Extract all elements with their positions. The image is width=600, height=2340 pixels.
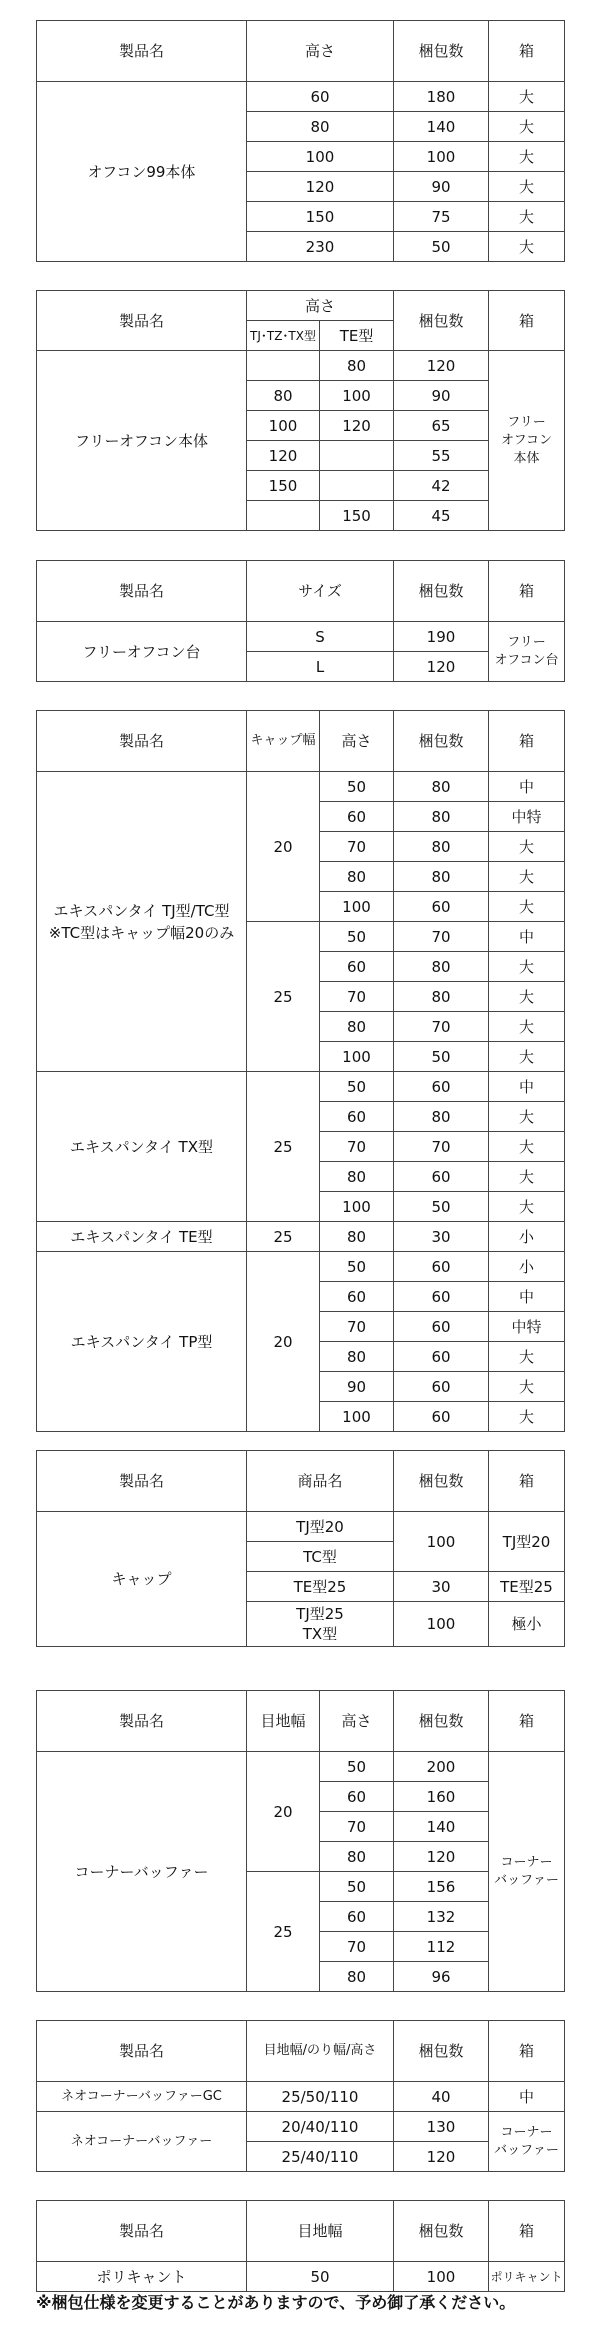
pack-count-cell: 80: [394, 802, 489, 832]
height-cell: 100: [320, 892, 394, 922]
cap-width-cell: 20: [247, 772, 320, 922]
header-product-name: 製品名: [37, 561, 247, 622]
box-cell: 極小: [489, 1602, 565, 1647]
pack-count-cell: 60: [394, 892, 489, 922]
height-te-cell: 150: [320, 501, 394, 531]
height-cell: 60: [320, 1282, 394, 1312]
height-tj-tz-tx-cell: 120: [247, 441, 320, 471]
product-name-cell: フリーオフコン台: [37, 622, 247, 682]
header-height: 高さ: [247, 291, 394, 321]
height-tj-tz-tx-cell: 150: [247, 471, 320, 501]
pack-count-cell: 50: [394, 232, 489, 262]
header-row: [37, 2201, 565, 2262]
height-cell: 50: [320, 772, 394, 802]
box-cell: 大: [489, 1102, 565, 1132]
header-pack-count: 梱包数: [394, 1451, 489, 1512]
box-cell: コーナー バッファー: [489, 1752, 565, 1992]
box-cell: フリー オフコン 本体: [489, 351, 565, 531]
box-cell: 大: [489, 832, 565, 862]
header-product-name: 製品名: [37, 2021, 247, 2082]
spec-cell: 25/50/110: [247, 2082, 394, 2112]
header-product-name: 製品名: [37, 21, 247, 82]
pack-count-cell: 180: [394, 82, 489, 112]
product-name-cell: エキスパンタイ TE型: [37, 1222, 247, 1252]
box-cell: コーナー バッファー: [489, 2112, 565, 2172]
joint-width-cell: 25: [247, 1872, 320, 1992]
header-product-name: 製品名: [37, 1691, 247, 1752]
header-product-name: 製品名: [37, 2201, 247, 2262]
table-row: [37, 351, 565, 381]
box-cell: 大: [489, 232, 565, 262]
pack-count-cell: 120: [394, 351, 489, 381]
box-cell: 大: [489, 112, 565, 142]
header-row: [37, 1691, 565, 1752]
header-item-name: 商品名: [247, 1451, 394, 1512]
pack-count-cell: 156: [394, 1872, 489, 1902]
box-cell: 大: [489, 892, 565, 922]
pack-count-cell: 120: [394, 652, 489, 682]
pack-count-cell: 100: [394, 142, 489, 172]
box-cell: TJ型20: [489, 1512, 565, 1572]
height-cell: 80: [320, 862, 394, 892]
header-spec: 目地幅/のり幅/高さ: [247, 2021, 394, 2082]
height-cell: 70: [320, 832, 394, 862]
product-name-cell: フリーオフコン本体: [37, 351, 247, 531]
table-row: [37, 772, 565, 802]
pack-count-cell: 130: [394, 2112, 489, 2142]
pack-count-cell: 80: [394, 862, 489, 892]
table-free-offcon-stand: [36, 560, 565, 682]
height-cell: 50: [320, 1872, 394, 1902]
box-cell: 中特: [489, 802, 565, 832]
height-cell: 70: [320, 1932, 394, 1962]
table-free-offcon: [36, 290, 565, 531]
table-corner-buffer: [36, 1690, 565, 1992]
height-cell: 70: [320, 1312, 394, 1342]
header-pack-count: 梱包数: [394, 1691, 489, 1752]
joint-width-cell: 50: [247, 2262, 394, 2292]
size-cell: S: [247, 622, 394, 652]
height-cell: 120: [247, 172, 394, 202]
box-cell: 大: [489, 1372, 565, 1402]
product-name-cell: エキスパンタイ TP型: [37, 1252, 247, 1432]
spec-cell: 20/40/110: [247, 2112, 394, 2142]
table-neo-corner-buffer: [36, 2020, 565, 2172]
height-cell: 80: [320, 1962, 394, 1992]
table-row: [37, 82, 565, 112]
box-cell: 大: [489, 952, 565, 982]
box-cell: ポリキャント: [489, 2262, 565, 2292]
item-name-cell: TJ型20: [247, 1512, 394, 1542]
height-cell: 80: [320, 1162, 394, 1192]
pack-count-cell: 190: [394, 622, 489, 652]
height-cell: 60: [320, 952, 394, 982]
box-cell: 中: [489, 1072, 565, 1102]
pack-count-cell: 70: [394, 1012, 489, 1042]
pack-count-cell: 120: [394, 1842, 489, 1872]
height-cell: 70: [320, 982, 394, 1012]
height-cell: 50: [320, 922, 394, 952]
pack-count-cell: 60: [394, 1072, 489, 1102]
box-cell: 中: [489, 772, 565, 802]
height-cell: 50: [320, 1252, 394, 1282]
height-te-cell: [320, 471, 394, 501]
pack-count-cell: 40: [394, 2082, 489, 2112]
pack-count-cell: 112: [394, 1932, 489, 1962]
table-row: [37, 1252, 565, 1282]
table-polycant: [36, 2200, 565, 2292]
table-cap: [36, 1450, 565, 1647]
header-row: [37, 561, 565, 622]
product-name-cell: コーナーバッファー: [37, 1752, 247, 1992]
height-cell: 60: [320, 802, 394, 832]
header-height: 高さ: [247, 21, 394, 82]
height-cell: 70: [320, 1812, 394, 1842]
pack-count-cell: 60: [394, 1402, 489, 1432]
item-name-cell: TE型25: [247, 1572, 394, 1602]
height-cell: 60: [247, 82, 394, 112]
box-cell: フリー オフコン台: [489, 622, 565, 682]
pack-count-cell: 30: [394, 1222, 489, 1252]
box-cell: 小: [489, 1222, 565, 1252]
header-box: 箱: [489, 561, 565, 622]
cap-width-cell: 25: [247, 922, 320, 1072]
height-cell: 100: [320, 1402, 394, 1432]
header-box: 箱: [489, 1691, 565, 1752]
pack-count-cell: 120: [394, 2142, 489, 2172]
table-expantie: [36, 710, 565, 1432]
box-cell: 小: [489, 1252, 565, 1282]
product-name-cell: ネオコーナーバッファー: [37, 2112, 247, 2172]
box-cell: 大: [489, 1342, 565, 1372]
pack-count-cell: 60: [394, 1252, 489, 1282]
header-pack-count: 梱包数: [394, 711, 489, 772]
pack-count-cell: 132: [394, 1902, 489, 1932]
pack-count-cell: 42: [394, 471, 489, 501]
item-name-cell: TJ型25 TX型: [247, 1602, 394, 1647]
pack-count-cell: 45: [394, 501, 489, 531]
box-cell: 大: [489, 1012, 565, 1042]
height-cell: 100: [320, 1042, 394, 1072]
pack-count-cell: 100: [394, 1602, 489, 1647]
header-box: 箱: [489, 711, 565, 772]
height-cell: 50: [320, 1072, 394, 1102]
height-cell: 60: [320, 1902, 394, 1932]
pack-count-cell: 30: [394, 1572, 489, 1602]
product-name-cell: キャップ: [37, 1512, 247, 1647]
pack-count-cell: 140: [394, 1812, 489, 1842]
height-cell: 60: [320, 1102, 394, 1132]
table-row: [37, 1752, 565, 1782]
cap-width-cell: 25: [247, 1072, 320, 1222]
box-cell: 大: [489, 82, 565, 112]
height-tj-tz-tx-cell: 80: [247, 381, 320, 411]
header-pack-count: 梱包数: [394, 291, 489, 351]
product-name-cell: ポリキャント: [37, 2262, 247, 2292]
header-size: サイズ: [247, 561, 394, 622]
header-cap-width: キャップ幅: [247, 711, 320, 772]
height-cell: 80: [247, 112, 394, 142]
header-box: 箱: [489, 2201, 565, 2262]
box-cell: 大: [489, 982, 565, 1012]
height-cell: 90: [320, 1372, 394, 1402]
product-name-cell: オフコン99本体: [37, 82, 247, 262]
product-name-cell: ネオコーナーバッファーGC: [37, 2082, 247, 2112]
pack-count-cell: 70: [394, 922, 489, 952]
box-cell: 大: [489, 1132, 565, 1162]
subheader-te: TE型: [320, 321, 394, 351]
pack-count-cell: 200: [394, 1752, 489, 1782]
height-cell: 150: [247, 202, 394, 232]
box-cell: 大: [489, 1162, 565, 1192]
box-cell: TE型25: [489, 1572, 565, 1602]
cap-width-cell: 20: [247, 1252, 320, 1432]
box-cell: 中特: [489, 1312, 565, 1342]
header-box: 箱: [489, 291, 565, 351]
header-pack-count: 梱包数: [394, 21, 489, 82]
pack-count-cell: 100: [394, 2262, 489, 2292]
box-cell: 大: [489, 1402, 565, 1432]
height-te-cell: 100: [320, 381, 394, 411]
box-cell: 大: [489, 1042, 565, 1072]
pack-count-cell: 80: [394, 772, 489, 802]
header-joint-width: 目地幅: [247, 1691, 320, 1752]
height-tj-tz-tx-cell: [247, 501, 320, 531]
size-cell: L: [247, 652, 394, 682]
header-row: [37, 1451, 565, 1512]
table-offcon99: [36, 20, 565, 262]
box-cell: 大: [489, 862, 565, 892]
header-box: 箱: [489, 2021, 565, 2082]
header-row: [37, 21, 565, 82]
pack-count-cell: 60: [394, 1162, 489, 1192]
header-pack-count: 梱包数: [394, 2021, 489, 2082]
height-cell: 50: [320, 1752, 394, 1782]
height-cell: 80: [320, 1342, 394, 1372]
height-cell: 60: [320, 1782, 394, 1812]
box-cell: 中: [489, 2082, 565, 2112]
header-height: 高さ: [320, 1691, 394, 1752]
item-name-cell: TC型: [247, 1542, 394, 1572]
box-cell: 大: [489, 142, 565, 172]
height-cell: 230: [247, 232, 394, 262]
height-cell: 80: [320, 1842, 394, 1872]
height-cell: 100: [247, 142, 394, 172]
height-te-cell: 80: [320, 351, 394, 381]
box-cell: 中: [489, 1282, 565, 1312]
header-product-name: 製品名: [37, 1451, 247, 1512]
height-te-cell: [320, 441, 394, 471]
pack-count-cell: 55: [394, 441, 489, 471]
header-box: 箱: [489, 21, 565, 82]
product-name-cell: エキスパンタイ TJ型/TC型 ※TC型はキャップ幅20のみ: [37, 772, 247, 1072]
header-row: [37, 2021, 565, 2082]
cap-width-cell: 25: [247, 1222, 320, 1252]
header-box: 箱: [489, 1451, 565, 1512]
table-row: [37, 2262, 565, 2292]
pack-count-cell: 65: [394, 411, 489, 441]
table-row: [37, 2112, 565, 2142]
header-height: 高さ: [320, 711, 394, 772]
subheader-tj-tz-tx: TJ･TZ･TX型: [247, 321, 320, 351]
table-row: [37, 1512, 565, 1542]
pack-count-cell: 70: [394, 1132, 489, 1162]
pack-count-cell: 80: [394, 832, 489, 862]
table-row: [37, 1222, 565, 1252]
pack-count-cell: 80: [394, 1102, 489, 1132]
header-product-name: 製品名: [37, 711, 247, 772]
box-cell: 大: [489, 202, 565, 232]
height-cell: 80: [320, 1012, 394, 1042]
pack-count-cell: 90: [394, 172, 489, 202]
box-cell: 大: [489, 172, 565, 202]
pack-count-cell: 60: [394, 1342, 489, 1372]
pack-count-cell: 60: [394, 1372, 489, 1402]
pack-count-cell: 160: [394, 1782, 489, 1812]
height-tj-tz-tx-cell: 100: [247, 411, 320, 441]
pack-count-cell: 140: [394, 112, 489, 142]
table-row: [37, 622, 565, 652]
height-cell: 80: [320, 1222, 394, 1252]
pack-count-cell: 80: [394, 952, 489, 982]
height-cell: 70: [320, 1132, 394, 1162]
spec-cell: 25/40/110: [247, 2142, 394, 2172]
header-pack-count: 梱包数: [394, 2201, 489, 2262]
pack-count-cell: 60: [394, 1312, 489, 1342]
header-joint-width: 目地幅: [247, 2201, 394, 2262]
header-product-name: 製品名: [37, 291, 247, 351]
height-te-cell: 120: [320, 411, 394, 441]
pack-count-cell: 50: [394, 1192, 489, 1222]
pack-count-cell: 96: [394, 1962, 489, 1992]
table-row: [37, 2082, 565, 2112]
pack-count-cell: 90: [394, 381, 489, 411]
pack-count-cell: 80: [394, 982, 489, 1012]
table-row: [37, 1072, 565, 1102]
height-cell: 100: [320, 1192, 394, 1222]
header-pack-count: 梱包数: [394, 561, 489, 622]
pack-count-cell: 50: [394, 1042, 489, 1072]
pack-count-cell: 60: [394, 1282, 489, 1312]
pack-count-cell: 75: [394, 202, 489, 232]
height-tj-tz-tx-cell: [247, 351, 320, 381]
header-row: [37, 291, 565, 321]
header-row: [37, 711, 565, 772]
footer-note: ※梱包仕様を変更することがありますので、予め御了承ください。: [36, 2293, 516, 2312]
box-cell: 大: [489, 1192, 565, 1222]
box-cell: 中: [489, 922, 565, 952]
joint-width-cell: 20: [247, 1752, 320, 1872]
product-name-cell: エキスパンタイ TX型: [37, 1072, 247, 1222]
pack-count-cell: 100: [394, 1512, 489, 1572]
